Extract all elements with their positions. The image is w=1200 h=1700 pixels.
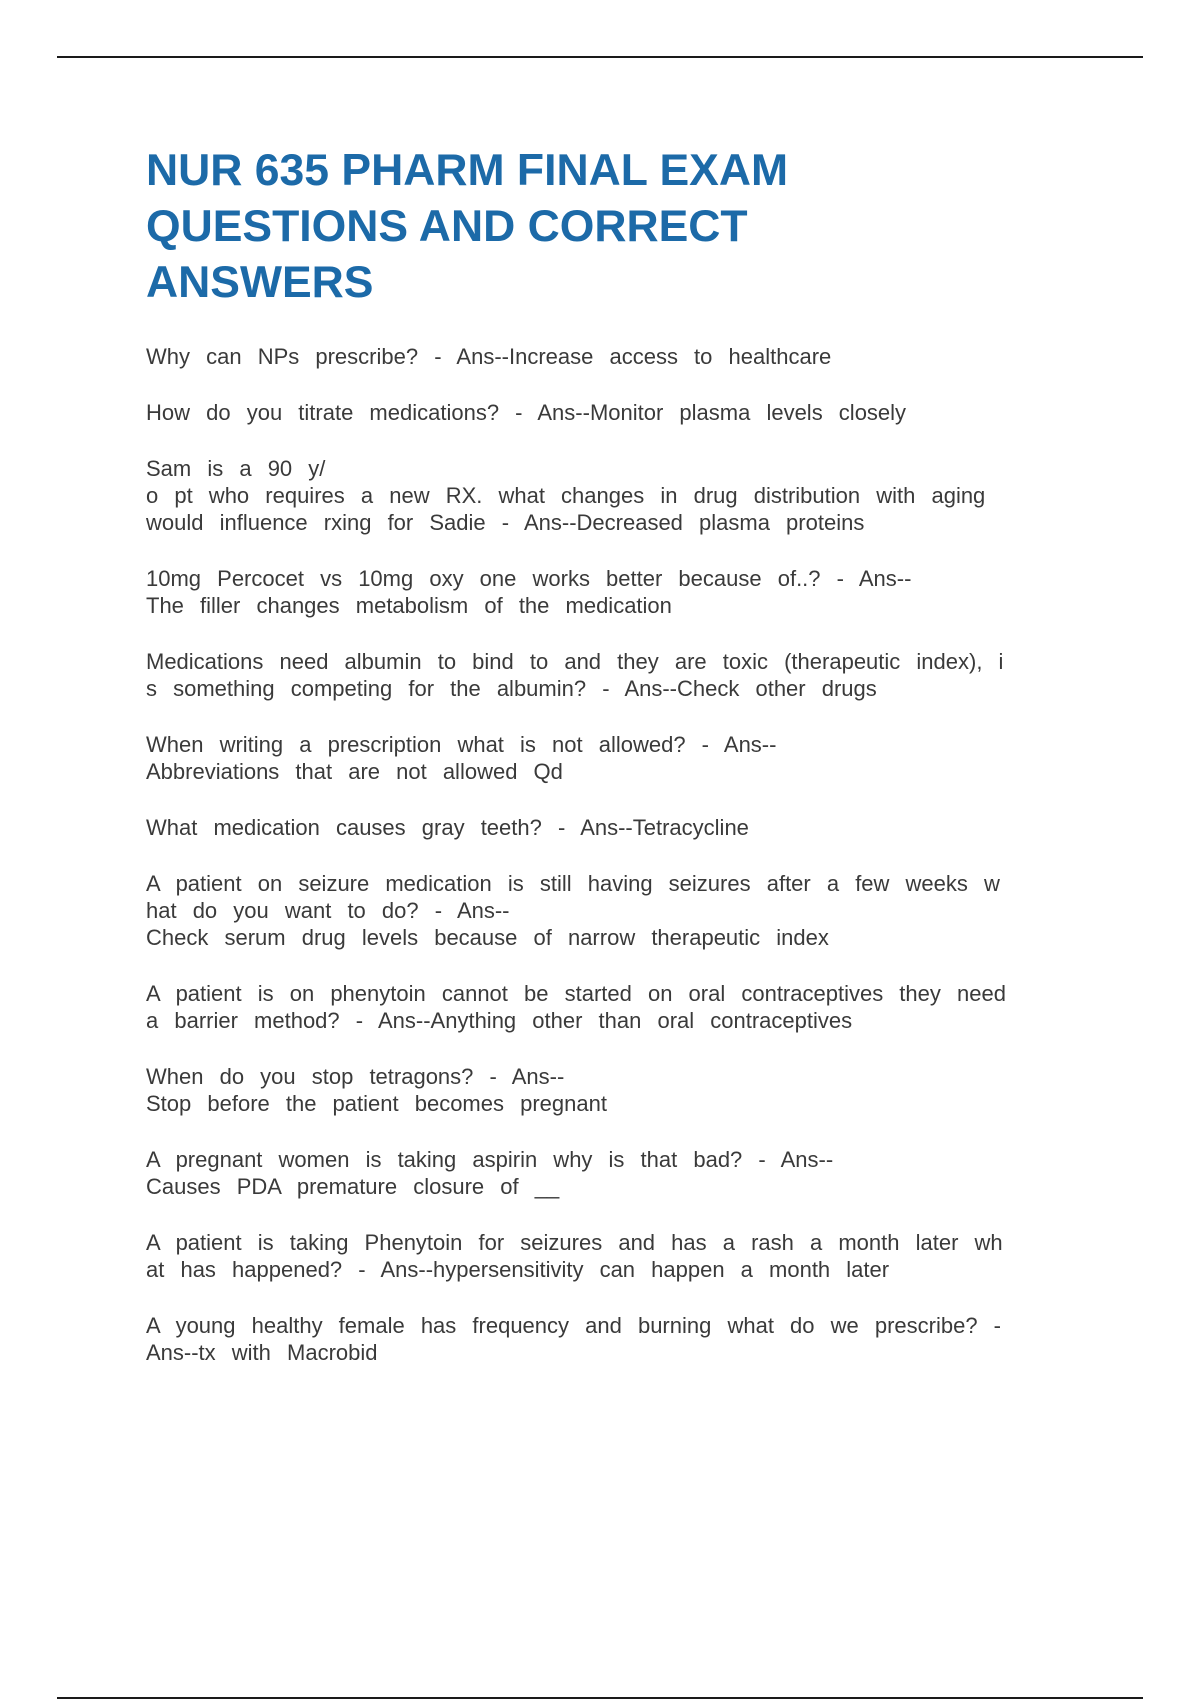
qa-item-12: A patient is taking Phenytoin for seizures and has a rash a month later wh at has happened? - Ans--hypersensitivity can happen a month later — [146, 1230, 1003, 1282]
top-rule — [57, 56, 1143, 58]
document-title: NUR 635 PHARM FINAL EXAM QUESTIONS AND CORRECT ANSWERS — [146, 146, 789, 307]
qa-item-1: Why can NPs prescribe? - Ans--Increase access to healthcare — [146, 344, 832, 369]
bottom-rule — [57, 1697, 1143, 1699]
qa-item-10: When do you stop tetragons? - Ans-- Stop before the patient becomes pregnant — [146, 1064, 607, 1116]
qa-item-6: When writing a prescription what is not allowed? - Ans-- Abbreviations that are not allowed Qd — [146, 732, 777, 784]
qa-item-2: How do you titrate medications? - Ans--Monitor plasma levels closely — [146, 400, 907, 425]
qa-item-3: Sam is a 90 y/ o pt who requires a new RX. what changes in drug distribution with aging would influence rxing for Sadie - Ans--Decreased plasma proteins — [146, 456, 986, 535]
qa-item-5: Medications need albumin to bind to and they are toxic (therapeutic index), i s something competing for the albumin? - Ans--Check other drugs — [146, 649, 1004, 701]
qa-item-8: A patient on seizure medication is still having seizures after a few weeks w hat do you want to do? - Ans-- Check serum drug levels because of narrow therapeutic index — [146, 871, 1000, 950]
qa-item-9: A patient is on phenytoin cannot be started on oral contraceptives they need a barrier method? - Ans--Anything other than oral contraceptives — [146, 981, 1006, 1033]
qa-item-7: What medication causes gray teeth? - Ans--Tetracycline — [146, 815, 749, 840]
document-body — [146, 143, 1086, 1395]
qa-item-13: A young healthy female has frequency and burning what do we prescribe? - Ans--tx with Macrobid — [146, 1313, 1002, 1365]
qa-item-4: 10mg Percocet vs 10mg oxy one works better because of..? - Ans-- The filler changes metabolism of the medication — [146, 566, 912, 618]
qa-item-11: A pregnant women is taking aspirin why is that bad? - Ans-- Causes PDA premature closure of __ — [146, 1147, 834, 1199]
